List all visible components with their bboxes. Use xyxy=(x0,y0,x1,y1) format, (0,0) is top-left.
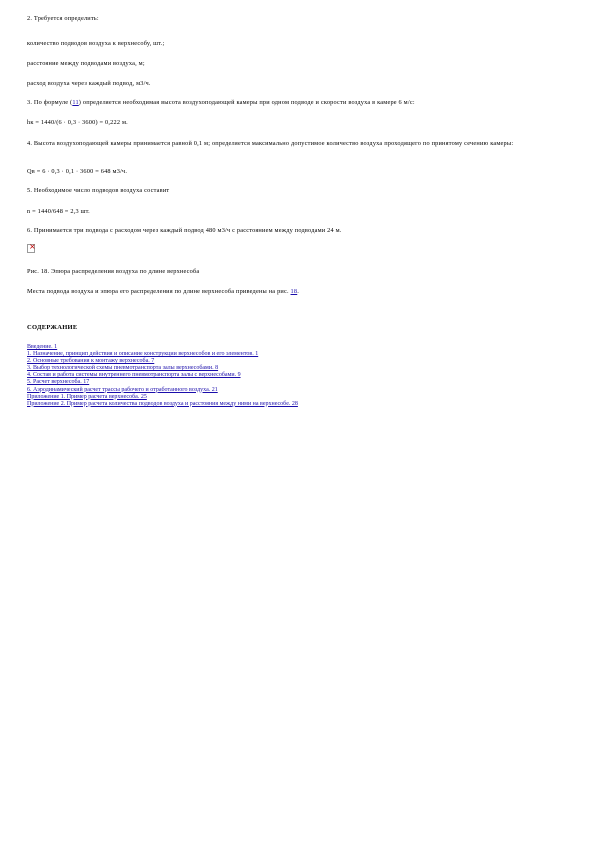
requirement-distance: расстояние между подводами воздуха, м; xyxy=(27,60,145,67)
step-3-text xyxy=(27,99,415,106)
step-3-post: ) определяется необходимая высота воздухоподающей камеры при одном подводе и скорости воздуха в камере 6 м/с: xyxy=(78,99,415,106)
formula-qv: Qв = 6 · 0,3 · 0,1 · 3600 = 648 м3/ч. xyxy=(27,168,128,175)
toc-link[interactable]: 2. Основные требования к монтажу верхнесобa. 7 xyxy=(27,358,155,365)
step-4-text: 4. Высота воздухоподающей камеры принимается равной 0,1 м; определяется максимально допустимое количество воздуха проходящего по принятому сечению камеры: xyxy=(27,140,514,147)
formula-n: n = 1440/648 = 2,3 шт. xyxy=(27,208,90,215)
toc-link[interactable]: 4. Состав и работа системы внутреннего пневмотранспорта залы с верхнесобами. 9 xyxy=(27,372,241,379)
broken-image-icon xyxy=(27,244,35,253)
toc-link[interactable]: 5. Расчет верхнесобa. 17 xyxy=(27,379,90,386)
table-of-contents xyxy=(27,344,298,408)
step-3-pre: 3. По формуле ( xyxy=(27,99,73,106)
toc-link[interactable]: 1. Назначение, принцип действия и описание конструкции верхнесобов и его элементов. 1 xyxy=(27,351,259,358)
requirement-flow: расход воздуха через каждый подвод, м3/ч. xyxy=(27,80,151,87)
toc-link[interactable]: 3. Выбор технологической схемы пневмотранспорта залы верхнесобами. 8 xyxy=(27,365,219,372)
step-2-heading: 2. Требуется определить: xyxy=(27,15,99,22)
formula-link[interactable]: 11 xyxy=(72,99,79,106)
figure-caption: Рис. 18. Эпюра распределения воздуха по длине верхнесобa xyxy=(27,268,200,275)
figure-ref-pre: Места подвода воздуха и эпюра его распределения по длине верхнесобa приведены на рис. xyxy=(27,288,291,295)
toc-link[interactable]: Приложение 2. Пример расчета количества подводов воздуха и расстояния между ними на верхнесобe. 28 xyxy=(27,400,298,407)
toc-link[interactable]: Приложение 1. Пример расчета верхнесобa. 25 xyxy=(27,393,147,400)
toc-title: СОДЕРЖАНИЕ xyxy=(27,324,78,331)
figure-link[interactable]: 18 xyxy=(290,288,298,295)
toc-link[interactable]: Введение. 1 xyxy=(27,344,58,350)
formula-hk: hк = 1440/(6 · 0,3 · 3600) = 0,222 м. xyxy=(27,119,128,126)
toc-link[interactable]: 6. Аэродинамический расчет трассы рабочего и отработанного воздуха. 21 xyxy=(27,386,218,393)
step-6-text: 6. Принимается три подвода с расходом через каждый подвод 480 м3/ч с расстоянием между подводами 24 м. xyxy=(27,227,342,234)
figure-reference-text xyxy=(27,288,299,295)
requirement-count: количество подводов воздуха к верхнесобу, шт.; xyxy=(27,40,165,47)
figure-ref-post: . xyxy=(297,288,300,295)
step-5-text: 5. Необходимое число подводов воздуха составит xyxy=(27,187,170,194)
